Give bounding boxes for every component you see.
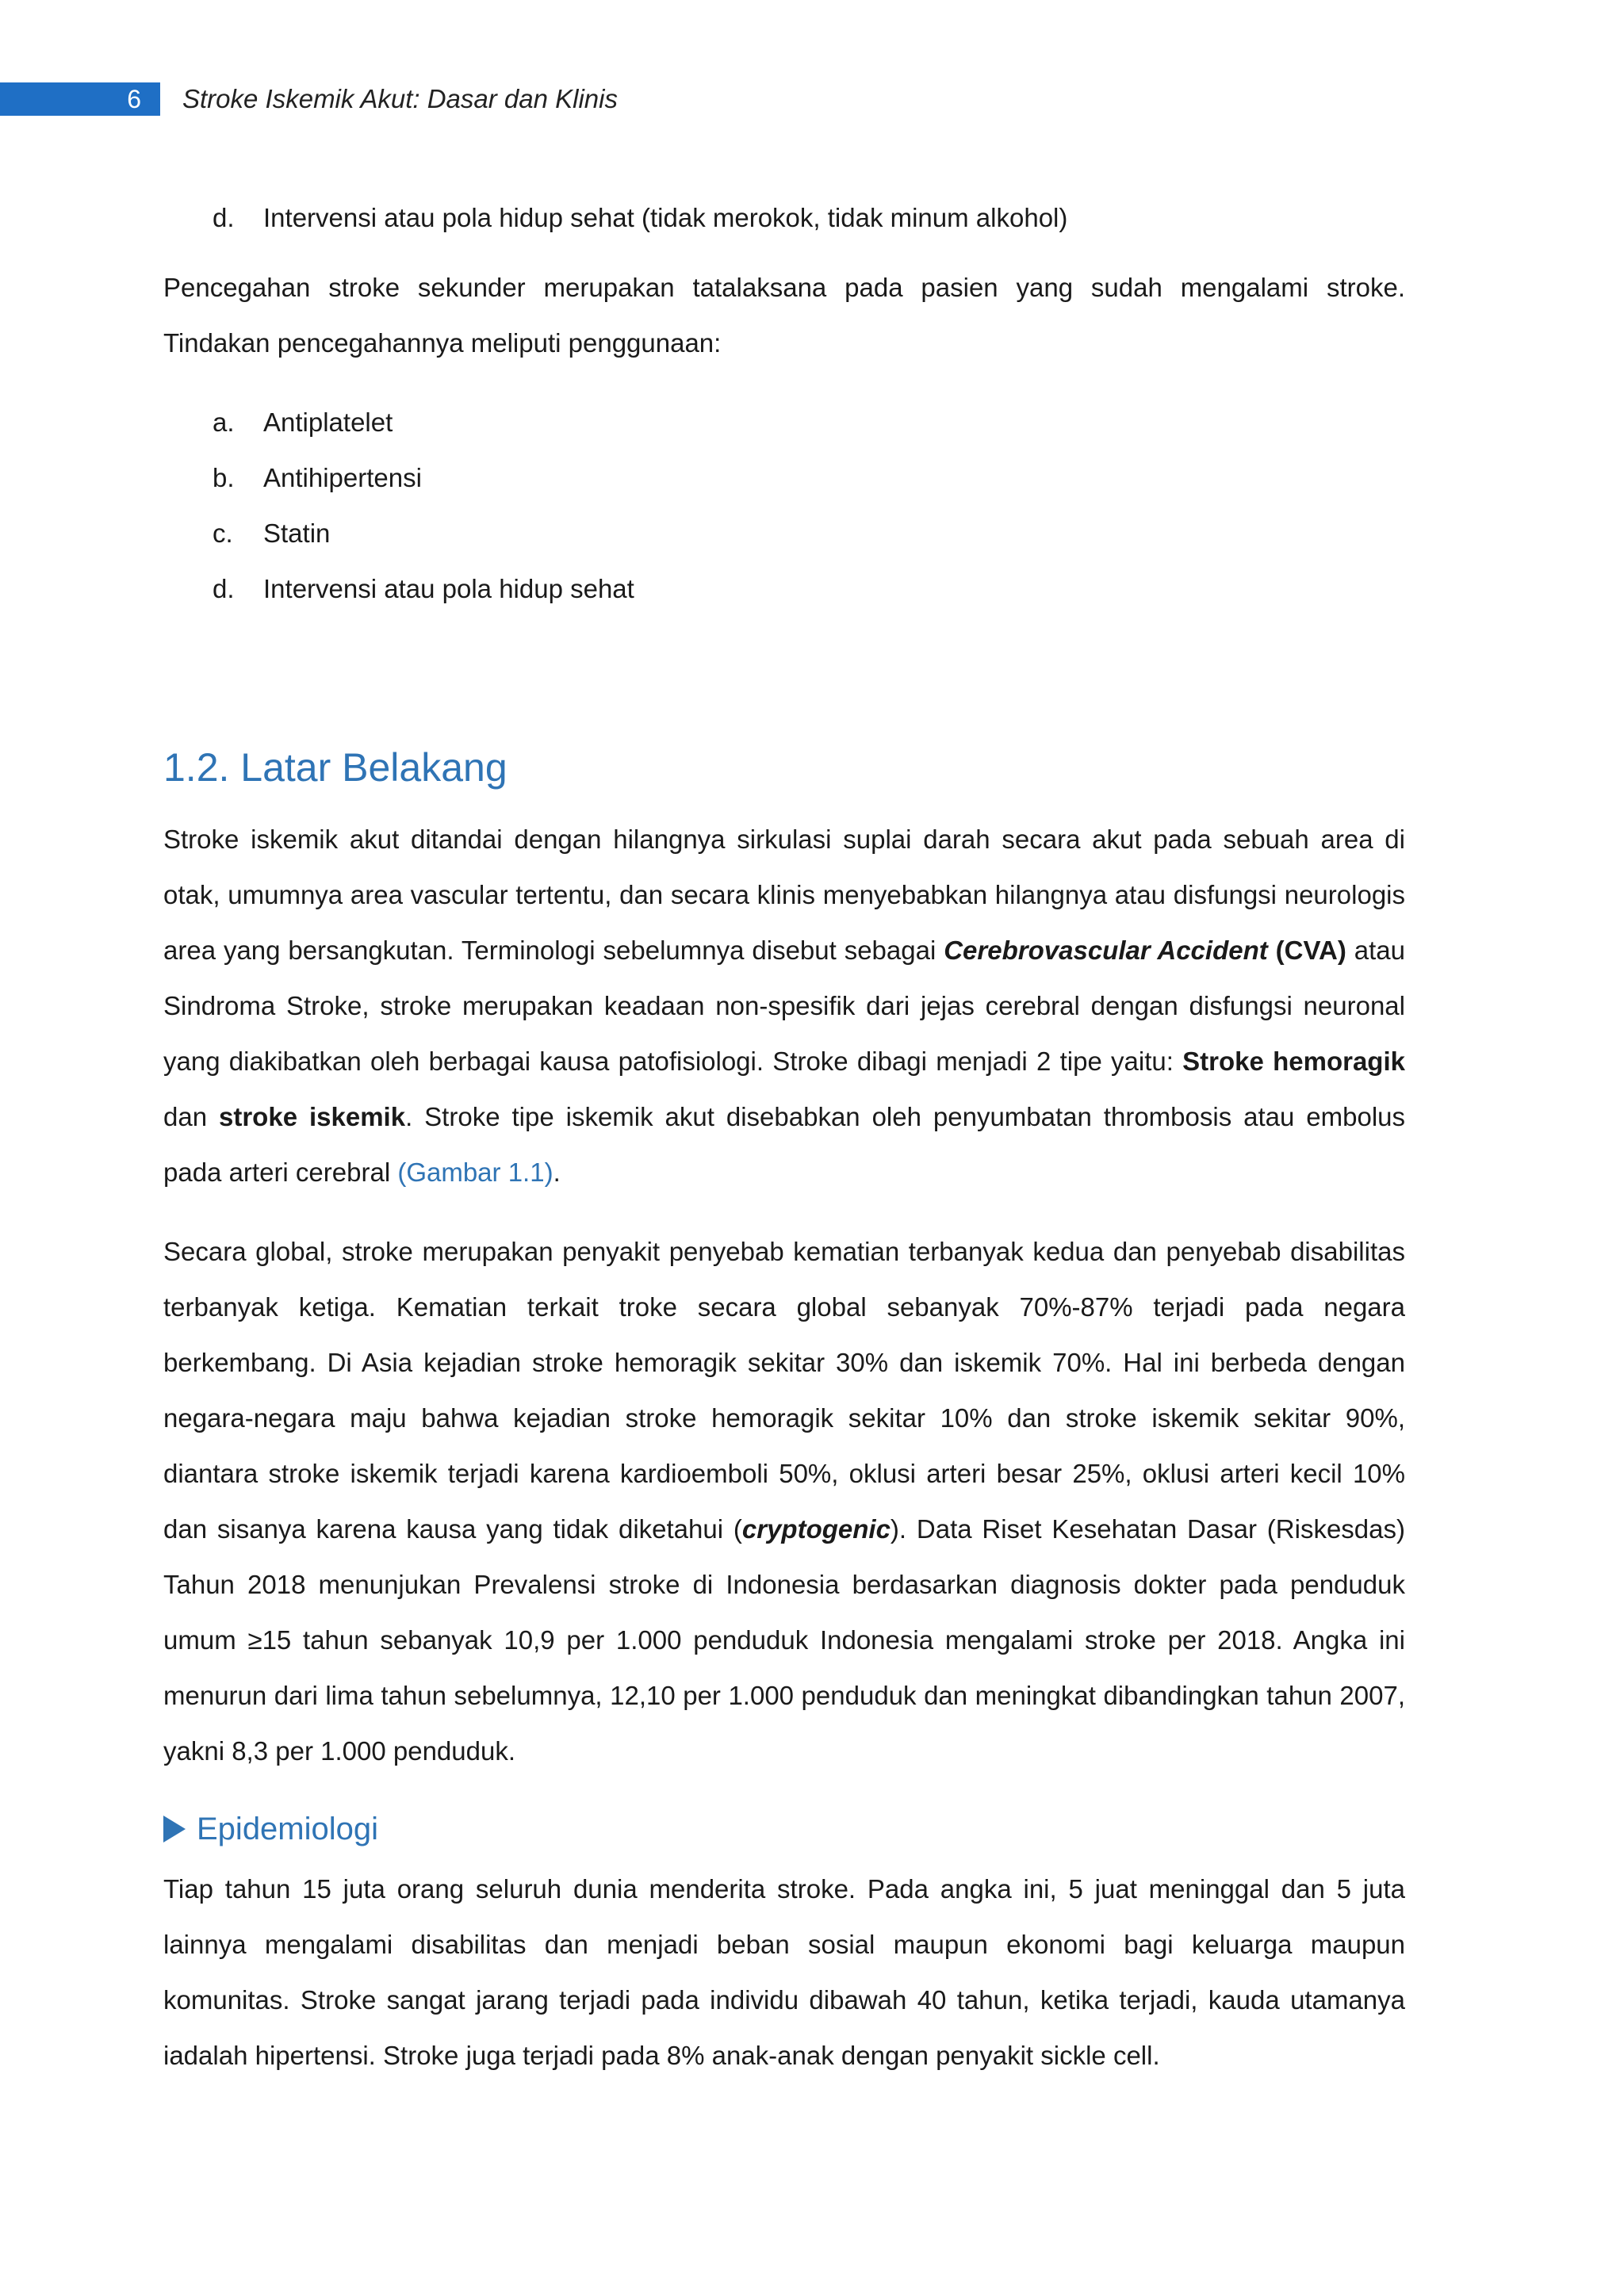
list-item-text: Intervensi atau pola hidup sehat (tidak merokok, tidak minum alkohol) bbox=[263, 203, 1068, 232]
list-item-text: Statin bbox=[263, 519, 331, 548]
list-marker: d. bbox=[213, 203, 235, 232]
text-run: ). Data Riset Kesehatan Dasar (Riskesdas) Tahun 2018 menunjukan Prevalensi stroke di Indonesia berdasarkan diagnosis dokter pada penduduk umum ≥15 tahun sebanyak 10,9 per 1.000 penduduk Indonesia mengalami stroke per 2018. Angka ini menurun dari lima tahun sebelumnya, 12,10 per 1.000 penduduk dan meningkat dibandingkan tahun 2007, yakni 8,3 per 1.000 penduduk. bbox=[163, 1514, 1405, 1766]
list-marker: b. bbox=[213, 463, 235, 492]
list-item bbox=[163, 561, 1405, 617]
triangle-right-icon bbox=[163, 1816, 186, 1843]
text-run: dan bbox=[163, 1102, 219, 1131]
subheading-label: Epidemiologi bbox=[197, 1812, 379, 1846]
list-item-text: Antihipertensi bbox=[263, 463, 422, 492]
running-title: Stroke Iskemik Akut: Dasar dan Klinis bbox=[182, 84, 618, 113]
text-run: . Stroke tipe iskemik akut disebabkan oleh penyumbatan thrombosis atau embolus pada arteri cerebral bbox=[163, 1102, 1406, 1187]
paragraph-definition bbox=[163, 812, 1405, 1200]
section-heading: 1.2. Latar Belakang bbox=[163, 745, 508, 790]
subheading-epidemiologi bbox=[163, 1803, 1405, 1855]
term-iskemik: stroke iskemik bbox=[219, 1102, 406, 1131]
text-run: Secara global, stroke merupakan penyakit penyebab kematian terbanyak kedua dan penyebab disabilitas terbanyak ketiga. Kematian terkait troke secara global sebanyak 70%-87% terjadi pada negara berkembang. Di Asia kejadian stroke hemoragik sekitar 30% dan iskemik 70%. Hal ini berbeda dengan negara-negara maju bahwa kejadian stroke hemoragik sekitar 10% dan stroke iskemik sekitar 90%, diantara stroke iskemik terjadi karena kardioemboli 50%, oklusi arteri besar 25%, oklusi arteri kecil 10% dan sisanya karena kausa yang tidak diketahui ( bbox=[163, 1237, 1405, 1544]
term-cva: Cerebrovascular Accident bbox=[944, 936, 1268, 965]
list-item-text: Antiplatelet bbox=[263, 408, 393, 437]
list-item bbox=[163, 190, 1405, 246]
page-number-tab bbox=[0, 82, 160, 116]
secondary-prevention-intro: Pencegahan stroke sekunder merupakan tatalaksana pada pasien yang sudah mengalami stroke. Tindakan pencegahannya meliputi penggunaan: bbox=[163, 273, 1405, 358]
page-number: 6 bbox=[127, 84, 141, 113]
term-hemoragik: Stroke hemoragik bbox=[1182, 1047, 1405, 1076]
text-run: . bbox=[553, 1158, 561, 1187]
list-item bbox=[163, 506, 1405, 561]
list-item bbox=[163, 395, 1405, 450]
list-item bbox=[163, 450, 1405, 506]
paragraph-global-statistics bbox=[163, 1224, 1405, 1779]
list-item-text: Intervensi atau pola hidup sehat bbox=[263, 574, 634, 603]
top-list bbox=[163, 190, 1405, 246]
page-body bbox=[163, 190, 1405, 2107]
text-run: Stroke iskemik akut ditandai dengan hilangnya sirkulasi suplai darah secara akut pada sebuah area di otak, umumnya area vascular tertentu, dan secara klinis menyebabkan hilangnya atau disfungsi neurologis area yang bersangkutan. Terminologi sebelumnya disebut sebagai bbox=[163, 825, 1405, 965]
term-cryptogenic: cryptogenic bbox=[741, 1514, 891, 1544]
text-run: atau Sindroma Stroke, stroke merupakan keadaan non-spesifik dari jejas cerebral dengan disfungsi neuronal yang diakibatkan oleh berbagai kausa patofisiologi. Stroke dibagi menjadi 2 tipe yaitu: bbox=[163, 936, 1406, 1076]
list-marker: c. bbox=[213, 519, 233, 548]
figure-reference-link[interactable]: (Gambar 1.1) bbox=[397, 1158, 553, 1187]
list-marker: a. bbox=[213, 408, 235, 437]
paragraph-epidemiology: Tiap tahun 15 juta orang seluruh dunia menderita stroke. Pada angka ini, 5 juat meninggal dan 5 juta lainnya mengalami disabilitas dan menjadi beban sosial maupun ekonomi bagi keluarga maupun komunitas. Stroke sangat jarang terjadi pada individu dibawah 40 tahun, ketika terjadi, kauda utamanya iadalah hipertensi. Stroke juga terjadi pada 8% anak-anak dengan penyakit sickle cell. bbox=[163, 1874, 1405, 2070]
term-cva-abbr: (CVA) bbox=[1275, 936, 1346, 965]
secondary-prevention-list bbox=[163, 395, 1405, 617]
list-marker: d. bbox=[213, 574, 235, 603]
